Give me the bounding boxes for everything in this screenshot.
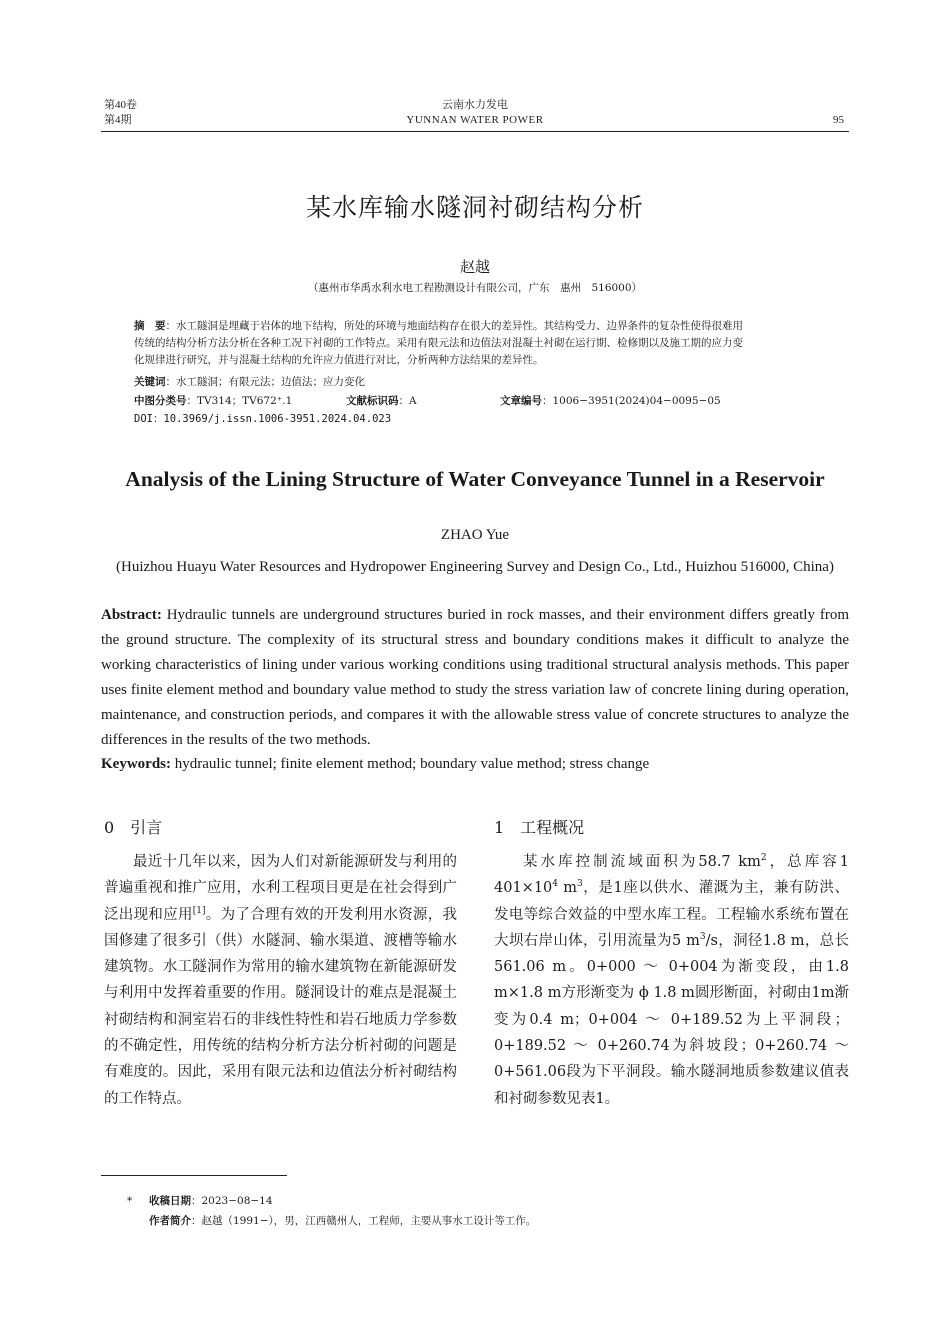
keywords-en-label: Keywords:	[101, 756, 171, 772]
author-cn: 赵越	[459, 258, 490, 276]
affiliation-cn: （惠州市华禹水利水电工程勘测设计有限公司，广东 惠州 516000）	[307, 282, 643, 294]
keywords-cn-label: 关键词	[134, 376, 166, 388]
received-label: 收稿日期	[149, 1195, 191, 1207]
journal-name-en: YUNNAN WATER POWER	[406, 114, 544, 126]
bio-label: 作者简介	[149, 1215, 191, 1227]
keywords-en-text: hydraulic tunnel; finite element method; boundary value method; stress change	[171, 756, 650, 772]
overview-body	[494, 849, 849, 1112]
doc-code-value: ：A	[398, 395, 417, 407]
journal-name-cn: 云南水力发电	[442, 99, 508, 111]
issue-label: 第4期	[104, 114, 132, 126]
intro-paragraph: 最近十几年以来，因为人们对新能源研发与利用的普遍重视和推广应用，水利工程项目更是在社会得到广泛出现和应用[1]。为了合理有效的开发利用水资源，我国修建了很多引（供）水隧洞、输水渠道、渡槽等输水建筑物。水工隧洞作为常用的输水建筑物在新能源研发与利用中发挥着重要的作用。隧洞设计的难点是混凝土衬砌结构和洞室岩石的非线性特性和岩石地质力学参数的不确定性，用传统的结构分析方法分析衬砌的问题是有难度的。因此，采用有限元法和边值法分析衬砌结构的工作特点。	[104, 854, 458, 1107]
received-date: 收稿日期：2023−08−14	[149, 1195, 273, 1207]
keywords-en	[101, 753, 849, 775]
abstract-cn-line-1: 摘 要：水工隧洞是埋藏于岩体的地下结构，所处的环境与地面结构存在很大的差异性。其结构受力、边界条件的复杂性使得很难用	[134, 320, 743, 332]
paper-title-en: Analysis of the Lining Structure of Water Conveyance Tunnel in a Reservoir	[125, 467, 825, 491]
intro-body	[104, 849, 457, 1112]
doc-code	[346, 393, 417, 410]
abstract-en	[101, 603, 849, 753]
page-number: 95	[833, 114, 844, 126]
keywords-cn: 关键词：水工隧洞；有限元法；边值法；应力变化	[134, 376, 365, 388]
abstract-cn	[134, 318, 819, 369]
article-no-value: ：1006−3951(2024)04−0095−05	[542, 395, 721, 407]
overview-paragraph: 某水库控制流域面积为58.7 $km^2$，总库容1 $401\times 10^4$ $m^3$，是1座以供水、灌溉为主，兼有防洪、发电等综合效益的中型水库工程。工程输水系统布置在大坝右岸山体，引用流量为5 $m^3/s$，洞径1.8 m，总长561.06 m。0+000 ～ 0+004为渐变段，由1.8 m×1.8 m方形渐变为 ϕ 1.8 m圆形断面，衬砌由1m渐变为0.4 m；0+004 ～ 0+189.52为上平洞段；0+189.52 ～ 0+260.74为斜坡段；0+260.74 ～ 0+561.06段为下平洞段。输水隧洞地质参数建议值表和衬砌参数见表1。	[494, 853, 849, 1107]
footnote-rule	[101, 1175, 287, 1176]
article-number	[500, 393, 721, 410]
article-no-label: 文章编号	[500, 395, 542, 407]
author-en: ZHAO Yue	[440, 527, 510, 543]
citation-ref: [1]	[192, 905, 206, 916]
footnote-marker: *	[127, 1195, 133, 1207]
clc-value: ：TV314；TV672⁺.1	[186, 395, 293, 407]
doi: DOI：10.3969/j.issn.1006-3951.2024.04.023	[134, 413, 392, 425]
abstract-en-label: Abstract:	[101, 607, 162, 623]
author-bio: 作者简介：赵越（1991−），男，江西赣州人，工程师，主要从事水工设计等工作。	[149, 1215, 537, 1227]
abstract-cn-label: 摘 要	[134, 320, 166, 332]
clc-label: 中图分类号	[134, 395, 187, 407]
volume-label: 第40卷	[104, 99, 137, 111]
section-heading-intro: 0 引言	[104, 818, 163, 837]
abstract-cn-line-2: 传统的结构分析方法分析在各种工况下衬砌的工作特点。采用有限元法和边值法对混凝土衬砌在运行期、检修期以及施工期的应力变	[134, 337, 743, 349]
abstract-en-text: Hydraulic tunnels are underground structures buried in rock masses, and their environment differs greatly from the ground structure. The complexity of its structural stress and boundary conditions makes it difficult to analyze the working characteristics of lining under various working conditions using traditional structural analysis methods. This paper uses finite element method and boundary value method to study the stress variation law of concrete lining during operation, maintenance, and construction periods, and compares it with the allowable stress value of concrete structures to analyze the differences in the results of the two methods.	[101, 607, 849, 748]
section-heading-overview: 1 工程概况	[494, 818, 585, 837]
classification-row	[134, 393, 292, 410]
affiliation-en: (Huizhou Huayu Water Resources and Hydropower Engineering Survey and Design Co., Ltd., Huizhou 516000, China)	[116, 559, 834, 575]
header-rule	[101, 131, 849, 132]
paper-title-cn: 某水库输水隧洞衬砌结构分析	[305, 193, 644, 222]
abstract-cn-line-3: 化规律进行研究，并与混凝土结构的允许应力值进行对比，分析两种方法结果的差异性。	[134, 354, 544, 366]
doc-code-label: 文献标识码	[346, 395, 399, 407]
